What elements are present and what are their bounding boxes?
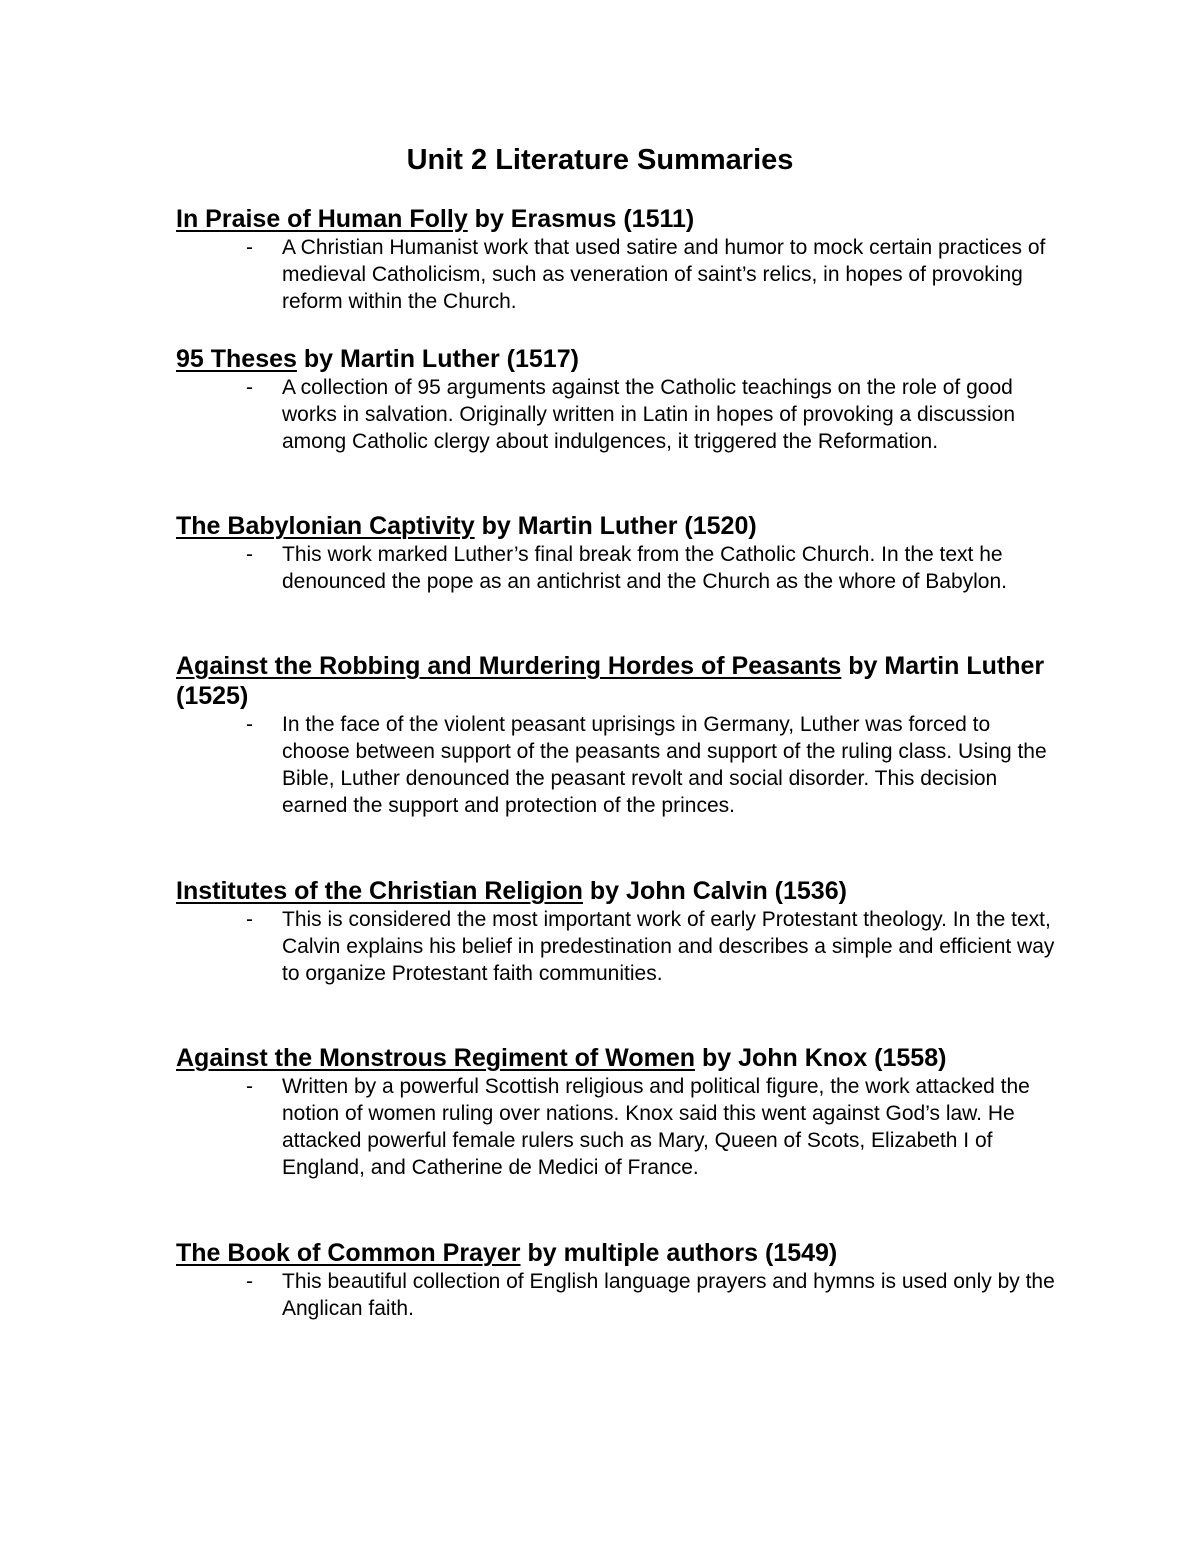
- summary-text: In the face of the violent peasant uprisings in Germany, Luther was forced to choose between support of the peasants and support of the ruling class. Using the Bible, Luther denounced the peasant revolt and social disorder. This decision earned the support and protection of the princes.: [282, 713, 1047, 817]
- work-title: Institutes of the Christian Religion: [176, 877, 583, 905]
- entry-institutes-christian-religion: [176, 876, 1056, 987]
- summary-text: Written by a powerful Scottish religious and political figure, the work attacked the notion of women ruling over nations. Knox said this went against God’s law. He attacked powerful female rulers such as Mary, Queen of Scots, Elizabeth I of England, and Catherine de Medici of France.: [282, 1075, 1030, 1179]
- work-title: Against the Monstrous Regiment of Women: [176, 1044, 695, 1072]
- entry-heading: [176, 1043, 1056, 1073]
- entry-against-the-robbing-hordes: [176, 651, 1056, 819]
- entry-in-praise-of-human-folly: [176, 204, 1056, 315]
- entry-babylonian-captivity: [176, 511, 1056, 595]
- entry-summary: [176, 1073, 1056, 1181]
- entry-summary: [176, 711, 1056, 819]
- entry-summary: [176, 906, 1056, 987]
- bullet-dash: -: [246, 908, 253, 931]
- summary-text: A collection of 95 arguments against the Catholic teachings on the role of good works in salvation. Originally written in Latin in hopes of provoking a discussion among Catholic clergy about indulgences, it triggered the Reformation.: [282, 376, 1016, 453]
- entry-byline: by Martin Luther (1520): [474, 512, 757, 540]
- entry-heading: [176, 344, 1056, 374]
- entry-byline: by Martin Luther (1517): [296, 345, 579, 373]
- entry-byline: by Erasmus (1511): [467, 205, 695, 233]
- entry-monstrous-regiment-of-women: [176, 1043, 1056, 1181]
- entry-95-theses: [176, 344, 1056, 455]
- entry-summary: [176, 374, 1056, 455]
- summary-text: This work marked Luther’s final break from the Catholic Church. In the text he denounced the pope as an antichrist and the Church as the whore of Babylon.: [282, 543, 1007, 593]
- entry-summary: [176, 1268, 1056, 1322]
- bullet-dash: -: [246, 713, 253, 736]
- page-title: Unit 2 Literature Summaries: [406, 144, 794, 176]
- entry-byline: by Martin Luther (1525): [176, 652, 1045, 710]
- bullet-dash: -: [246, 236, 253, 259]
- bullet-dash: -: [246, 543, 253, 566]
- work-title: The Babylonian Captivity: [176, 512, 475, 540]
- work-title: 95 Theses: [176, 345, 297, 373]
- summary-text: A Christian Humanist work that used satire and humor to mock certain practices of medieval Catholicism, such as veneration of saint’s relics, in hopes of provoking reform within the Church.: [282, 236, 1046, 313]
- work-title: Against the Robbing and Murdering Hordes of Peasants: [176, 652, 842, 680]
- summary-text: This beautiful collection of English language prayers and hymns is used only by the Anglican faith.: [282, 1270, 1055, 1320]
- bullet-dash: -: [246, 1270, 253, 1293]
- entry-heading: [176, 511, 1056, 541]
- entry-summary: [176, 234, 1056, 315]
- entry-byline: by John Calvin (1536): [582, 877, 847, 905]
- work-title: In Praise of Human Folly: [176, 205, 468, 233]
- entry-heading: [176, 876, 1056, 906]
- entry-byline: by multiple authors (1549): [520, 1239, 838, 1267]
- entry-byline: by John Knox (1558): [695, 1044, 947, 1072]
- entry-summary: [176, 541, 1056, 595]
- bullet-dash: -: [246, 376, 253, 399]
- bullet-dash: -: [246, 1075, 253, 1098]
- entry-heading: [176, 1238, 1056, 1268]
- entry-book-of-common-prayer: [176, 1238, 1056, 1322]
- work-title: The Book of Common Prayer: [176, 1239, 521, 1267]
- entry-heading: [176, 204, 1056, 234]
- summary-text: This is considered the most important work of early Protestant theology. In the text, Calvin explains his belief in predestination and describes a simple and efficient way to organize Protestant faith communities.: [282, 908, 1055, 985]
- entry-heading: [176, 651, 1056, 711]
